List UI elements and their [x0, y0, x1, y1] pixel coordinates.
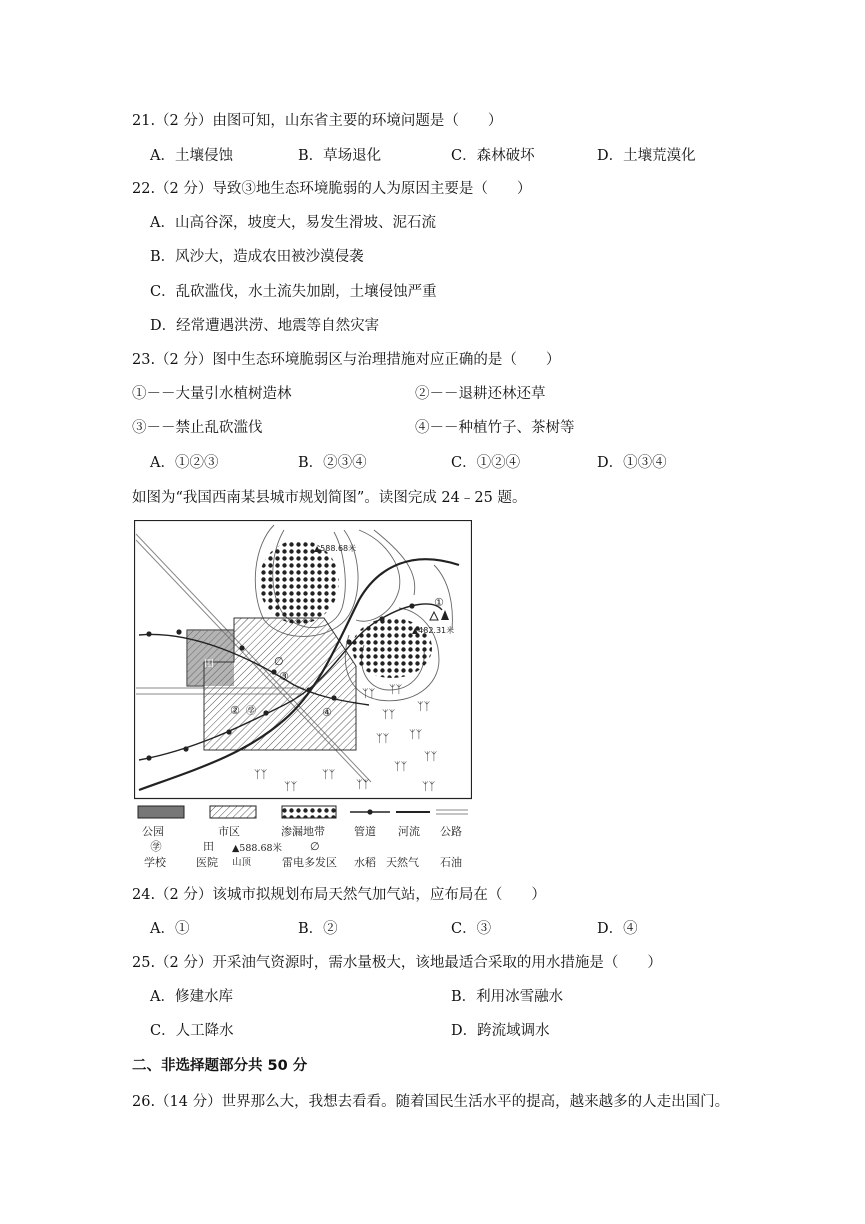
legend-school: 学校: [144, 856, 166, 869]
q25-stem: 25.（2 分）开采油气资源时，需水量极大，该地最适合采取的用水措施是（ ）: [132, 955, 662, 971]
q23-option-b: B．②③④: [298, 455, 367, 471]
svg-text:ᛉᛉ: ᛉᛉ: [409, 728, 423, 741]
q25-option-b: B．利用冰雪融水: [451, 989, 564, 1005]
q22-option-c: C．乱砍滥伐，水土流失加剧，土壤侵蚀严重: [150, 284, 437, 300]
legend-park: 公园: [142, 825, 164, 838]
q24-option-d: D．④: [597, 921, 638, 937]
svg-text:ᛉᛉ: ᛉᛉ: [424, 750, 438, 763]
svg-text:ᛉᛉ: ᛉᛉ: [422, 780, 436, 793]
q24-option-c: C．③: [451, 921, 492, 937]
q21-option-b: B．草场退化: [298, 148, 382, 164]
svg-text:ᛉᛉ: ᛉᛉ: [394, 760, 408, 773]
legend-river: 河流: [398, 825, 420, 838]
legend-gas: 天然气: [386, 856, 419, 869]
hospital-legend-icon: 田: [203, 840, 214, 853]
q24-option-b: B．②: [298, 921, 338, 937]
peak-label-2: ▲482.31米: [412, 626, 455, 635]
q21-option-c: C．森林破坏: [451, 148, 535, 164]
svg-text:ᛉᛉ: ᛉᛉ: [417, 700, 431, 713]
svg-text:ᛉᛉ: ᛉᛉ: [389, 683, 403, 696]
q23-option-a: A．①②③: [150, 455, 219, 471]
mark-2: ②: [230, 704, 240, 717]
map-intro: 如图为“我国西南某县城市规划简图”。读图完成 24﹣25 题。: [132, 490, 527, 506]
q23-stem: 23.（2 分）图中生态环境脆弱区与治理措施对应正确的是（ ）: [132, 352, 561, 368]
lightning-legend-icon: ∅: [310, 840, 320, 853]
svg-text:ᛉᛉ: ᛉᛉ: [382, 708, 396, 721]
svg-text:ᛉᛉ: ᛉᛉ: [284, 780, 298, 793]
q23-pair-2: ②－－退耕还林还草: [415, 386, 546, 402]
q21-option-d: D．土壤荒漠化: [597, 148, 696, 164]
svg-text:ᛉᛉ: ᛉᛉ: [322, 768, 336, 781]
svg-text:ᛉᛉ: ᛉᛉ: [376, 732, 390, 745]
mark-4: ④: [322, 706, 332, 719]
q25-option-c: C．人工降水: [150, 1023, 234, 1039]
school-legend-icon: ㊫: [150, 840, 162, 853]
legend-pipeline: 管道: [354, 825, 376, 838]
q24-stem: 24.（2 分）该城市拟规划布局天然气加气站，应布局在（ ）: [132, 887, 546, 903]
q23-pair-1: ①－－大量引水植树造林: [132, 386, 292, 402]
svg-text:ᛉᛉ: ᛉᛉ: [362, 687, 376, 700]
svg-text:ᛉᛉ: ᛉᛉ: [356, 778, 370, 791]
section-heading: 二、非选择题部分共 50 分: [132, 1058, 308, 1074]
legend-highway: 公路: [440, 825, 462, 838]
legend-oil: 石油: [440, 856, 462, 869]
q26-stem: 26.（14 分）世界那么大，我想去看看。随着国民生活水平的提高，越来越多的人走出国门。: [132, 1094, 730, 1110]
legend-swatches: [138, 806, 468, 818]
q23-option-c: C．①②④: [451, 455, 521, 471]
legend-city: 市区: [218, 825, 240, 838]
school-icon: ㊫: [246, 706, 256, 717]
legend-leakage: 渗漏地带: [281, 825, 325, 838]
legend-summit: ▲588.68米 山顶: [232, 843, 283, 868]
q23-pair-4: ④－－种植竹子、茶树等: [415, 420, 575, 436]
q24-option-a: A．①: [150, 921, 190, 937]
q22-option-b: B．风沙大，造成农田被沙漠侵袭: [150, 249, 364, 265]
legend-rice: 水稻: [354, 856, 376, 869]
q22-option-a: A．山高谷深，坡度大，易发生滑坡、泥石流: [150, 215, 436, 231]
q23-option-d: D．①③④: [597, 455, 667, 471]
peak-label-1: ▲588.68米: [314, 544, 357, 553]
mark-3: ③: [279, 670, 289, 683]
city-planning-map: [134, 520, 472, 850]
legend-hospital: 医院: [196, 856, 218, 869]
svg-text:ᛉᛉ: ᛉᛉ: [254, 768, 268, 781]
q22-option-d: D．经常遭遇洪涝、地震等自然灾害: [150, 318, 380, 334]
q21-option-a: A．土壤侵蚀: [150, 148, 233, 164]
lightning-zone-icon: ∅: [274, 655, 284, 668]
legend-lightning: 雷电多发区: [282, 856, 337, 869]
q21-stem: 21.（2 分）由图可知，山东省主要的环境问题是（ ）: [132, 113, 503, 129]
mark-1: ①: [434, 596, 444, 609]
hospital-icon: 田: [204, 659, 214, 670]
q22-stem: 22.（2 分）导致③地生态环境脆弱的人为原因主要是（ ）: [132, 181, 532, 197]
q23-pair-3: ③－－禁止乱砍滥伐: [132, 420, 263, 436]
q25-option-d: D．跨流域调水: [451, 1023, 550, 1039]
q25-option-a: A．修建水库: [150, 989, 233, 1005]
